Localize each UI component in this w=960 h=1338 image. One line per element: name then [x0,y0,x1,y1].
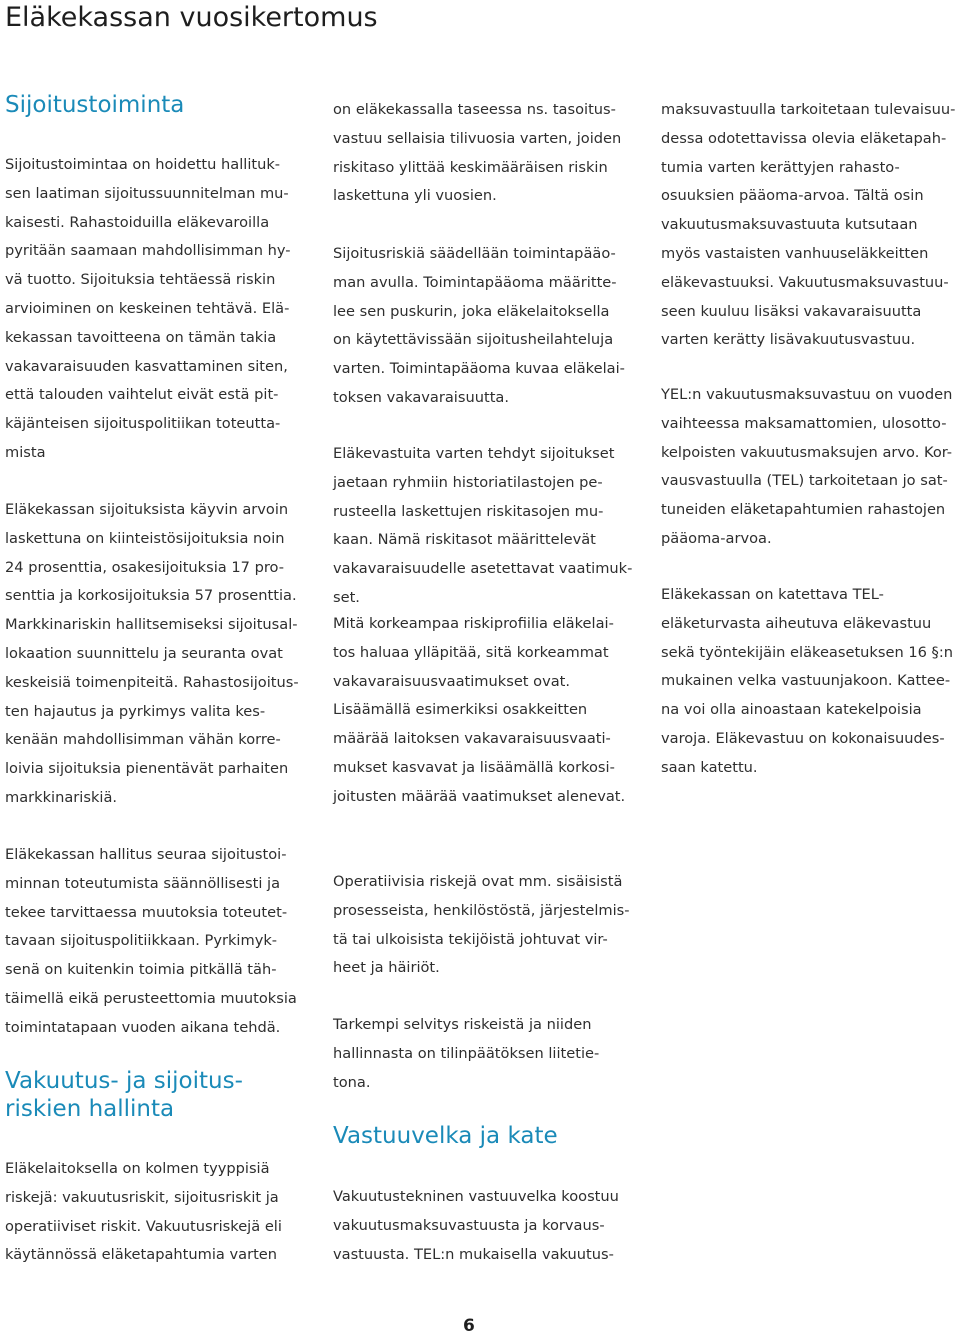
text-line: kekassan tavoitteena on tämän takia [5,328,277,346]
text-line: lokaation suunnittelu ja seuranta ovat [5,644,283,662]
text-line: Markkinariskin hallitsemiseksi sijoitusal- [5,616,298,634]
text-line: pyritään saamaan mahdollisimman hy- [5,242,291,260]
text-line: senttia ja korkosijoituksia 57 prosenttia. [5,587,297,605]
page-number: 6 [463,1316,475,1336]
text-line: Eläkekassan sijoituksista käyvin arvoin [5,501,289,518]
text-line: riskitaso ylittää keskimääräisen riskin [333,158,608,176]
text-line: käjänteisen sijoituspolitiikan toteutta- [5,415,281,433]
text-line: että talouden vaihtelut eivät estä pit- [5,386,279,404]
text-line: man avulla. Toimintapääoma määritte- [333,273,617,291]
paragraph [661,96,955,355]
text-line: varten kerätty lisävakuutusvastuu. [661,331,916,349]
text-line: ten hajautus ja pyrkimys valita kes- [5,702,266,720]
text-line: rusteella laskettujen riskitasojen mu- [333,502,604,520]
text-line: vakuutusmaksuvastuusta ja korvaus- [333,1216,605,1234]
text-line: arvioiminen on keskeinen tehtävä. Elä- [5,299,290,317]
text-line: loivia sijoituksia pienentävät parhaiten [5,760,289,778]
paragraph [333,1011,599,1097]
text-line: kenään mahdollisimman vähän korre- [5,731,281,749]
text-line: vakavaraisuusvaatimukset ovat. [333,672,571,690]
heading-vakuutus-line1: Vakuutus- ja sijoitus- [5,1068,243,1094]
heading-sijoitustoiminta: Sijoitustoiminta [5,92,185,118]
text-line: määrää laitoksen vakavaraisuusvaati- [333,730,611,748]
paragraph [333,610,625,812]
text-line: vausvastuulla (TEL) tarkoitetaan jo sat- [661,472,948,490]
text-line: Eläkekassan on katettava TEL- [661,586,884,603]
text-line: täimellä eikä perusteettomia muutoksia [5,989,297,1007]
text-line: tavaan sijoituspolitiikkaan. Pyrkimyk- [5,932,278,950]
text-line: sen laatiman sijoitussuunnitelman mu- [5,184,289,202]
paragraph [5,496,299,813]
text-line: Sijoitustoimintaa on hoidettu hallituk- [5,156,281,173]
paragraph [333,868,630,983]
text-line: osuuksien pääoma-arvoa. Tältä osin [661,187,924,205]
text-line: prosesseista, henkilöstöstä, järjestelmis- [333,901,630,919]
text-line: vä tuotto. Sijoituksia tehtäessä riskin [5,271,276,289]
text-line: na voi olla ainoastaan katekelpoisia [661,701,922,719]
heading-vakuutus-line2: riskien hallinta [5,1096,175,1122]
text-line: Eläkelaitoksella on kolmen tyyppisiä [5,1160,270,1177]
text-line: kaisesti. Rahastoiduilla eläkevaroilla [5,213,270,231]
text-line: Vakuutustekninen vastuuvelka koostuu [333,1188,619,1205]
text-line: jaetaan ryhmiin historiatilastojen pe- [333,473,603,491]
text-line: keskeisiä toimenpiteitä. Rahastosijoitus- [5,673,299,691]
text-line: vakavaraisuuden kasvattaminen siten, [5,357,288,375]
text-line: Eläkevastuita varten tehdyt sijoitukset [333,445,615,462]
paragraph [5,151,291,468]
text-line: Eläkekassan hallitus seuraa sijoitustoi- [5,846,287,863]
text-line: varoja. Eläkevastuu on kokonaisuudes- [661,729,945,747]
text-line: operatiiviset riskit. Vakuutusriskejä eli [5,1217,282,1235]
text-line: hallinnasta on tilinpäätöksen liitetie- [333,1044,600,1062]
text-line: heet ja häiriöt. [333,959,440,977]
text-line: toimintatapaan vuoden aikana tehdä. [5,1018,281,1036]
text-line: Tarkempi selvitys riskeistä ja niiden [333,1016,592,1033]
text-line: vaihteessa maksamattomien, ulosotto- [661,414,947,432]
text-line: toksen vakavaraisuutta. [333,388,509,406]
paragraph [661,381,952,554]
text-line: senä on kuitenkin toimia pitkällä täh- [5,961,277,979]
text-line: mukainen velka vastuunjakoon. Kattee- [661,672,951,690]
text-line: Sijoitusriskiä säädellään toimintapääo- [333,245,616,262]
text-line: riskejä: vakuutusriskit, sijoitusriskit ja [5,1188,279,1206]
text-line: seen kuuluu lisäksi vakavaraisuutta [661,302,922,320]
text-line: varten. Toimintapääoma kuvaa eläkelai- [333,360,625,378]
text-line: laskettuna on kiinteistösijoituksia noin [5,529,285,547]
text-line: vastuusta. TEL:n mukaisella vakuutus- [333,1245,614,1263]
paragraph [333,96,621,211]
text-line: tekee tarvittaessa muutoksia toteutet- [5,903,288,921]
text-line: maksuvastuulla tarkoitetaan tulevaisuu- [661,101,956,118]
text-line: myös vastaisten vanhuuseläkkeitten [661,244,929,262]
text-line: tä tai ulkoisista tekijöistä johtuvat vir- [333,930,608,948]
text-line: pääoma-arvoa. [661,529,772,547]
text-line: on eläkekassalla taseessa ns. tasoitus- [333,101,616,118]
text-line: vastuu sellaisia tilivuosia varten, joiden [333,129,622,147]
text-line: kelpoisten vakuutusmaksujen arvo. Kor- [661,443,953,461]
text-line: eläkevastuuksi. Vakuutusmaksuvastuu- [661,273,949,291]
text-line: minnan toteutumista säännöllisesti ja [5,874,281,892]
paragraph [5,841,297,1043]
document-title: Eläkekassan vuosikertomus [5,2,378,33]
text-line: käytännössä eläketapahtumia varten [5,1246,278,1264]
paragraph [333,1183,619,1269]
text-line: set. [333,588,360,606]
text-line: YEL:n vakuutusmaksuvastuu on vuoden [661,386,953,403]
paragraph [333,240,625,413]
text-line: tuneiden eläketapahtumien rahastojen [661,501,946,519]
text-line: vakavaraisuudelle asetettavat vaatimuk- [333,560,633,578]
text-line: joitusten määrää vaatimukset alenevat. [333,787,626,805]
text-line: Operatiivisia riskejä ovat mm. sisäisistä [333,873,623,890]
text-line: tos haluaa ylläpitää, sitä korkeammat [333,643,609,661]
text-line: tumia varten kerättyjen rahasto- [661,158,900,176]
heading-vastuuvelka: Vastuuvelka ja kate [333,1123,558,1149]
text-line: sekä työntekijäin eläkeasetuksen 16 §:n [661,643,954,661]
text-line: kaan. Nämä riskitasot määrittelevät [333,531,596,549]
text-line: eläketurvasta aiheutuva eläkevastuu [661,614,932,632]
text-line: mista [5,443,46,461]
text-line: laskettuna yli vuosien. [333,187,497,205]
text-line: markkinariskiä. [5,788,118,806]
text-line: saan katettu. [661,758,758,776]
paragraph [333,440,632,613]
paragraph [5,1155,282,1270]
text-line: dessa odotettavissa olevia eläketapah- [661,129,947,147]
text-line: lee sen puskurin, joka eläkelaitoksella [333,302,610,320]
text-line: on käytettävissään sijoitusheilahteluja [333,331,614,349]
paragraph [661,581,953,783]
text-line: Mitä korkeampaa riskiprofiilia eläkelai- [333,615,614,632]
text-line: Lisäämällä esimerkiksi osakkeitten [333,701,588,719]
text-line: vakuutusmaksuvastuuta kutsutaan [661,216,918,234]
text-line: 24 prosenttia, osakesijoituksia 17 pro- [5,558,284,576]
text-line: tona. [333,1073,371,1091]
text-line: mukset kasvavat ja lisäämällä korkosi- [333,758,615,776]
